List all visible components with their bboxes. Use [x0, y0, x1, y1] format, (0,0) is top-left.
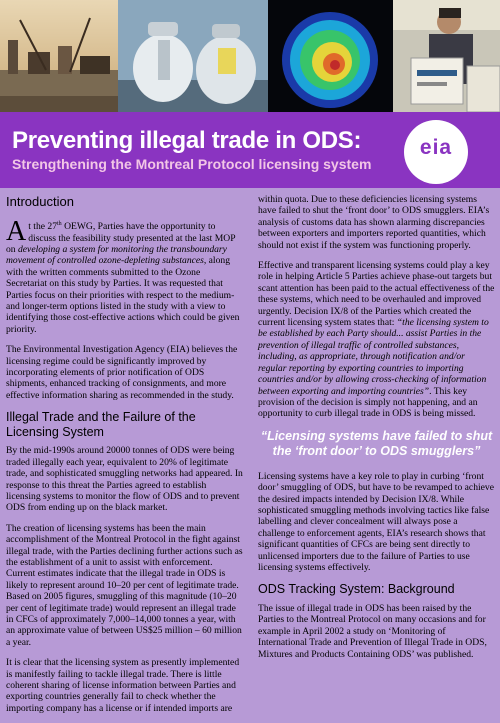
licensing-accomplishment-paragraph: The creation of licensing systems has been the main accomplishment of the Montreal Protocol in the fight against illegal trade, with the Parties declining further actions such as the establishment of a unit to assist with enforcement. Current estimates indicate that the illegal trade in ODS is likely to represent around 10–20 per cent of legitimate trade. Based on 2005 figures, smuggling of this magnitude (10–20 per cent of legitimate trade) would represent an illegal trade in CFCs of approximately 7,000–14,000 tonnes a year, with an approximate value of between US$25 million – 60 million a year.: [6, 522, 243, 648]
illegal-trade-heading: Illegal Trade and the Failure of the Licensing System: [6, 410, 196, 439]
decision-text-a: Effective and transparent licensing systems could play a key role in helping Article 5 Parties achieve phase-out targets but scant attention has been paid to the actual effectiveness of the these systems, which need to be overhauled and improved urgently. Decision IX/8 of the Parties which created the current licensing system states that:: [258, 260, 495, 329]
page-title: Preventing illegal trade in ODS:: [12, 127, 362, 154]
drop-cap: A: [6, 216, 27, 247]
logo-line-3: agency: [430, 170, 445, 176]
intro-text-italic: developing a system for monitoring the transboundary movement of controlled ozone-depleting substances: [6, 244, 227, 267]
decision-paragraph: [258, 260, 495, 420]
failure-paragraph: It is clear that the licensing system as presently implemented is manifestly failing to tackle illegal trade. There is little coherent sharing of license information between Parties and exporting countries generally fail to check whether the importing company has a license or if intended imports are: [6, 657, 240, 714]
photo-strip: [0, 0, 500, 112]
officer-with-boxes-photo: [393, 0, 500, 112]
logo-subtext: [430, 160, 458, 176]
intro-text-a: t the 27: [28, 221, 58, 233]
logo-line-2: investigation: [430, 165, 456, 171]
decision-quote-italic: “the licensing system to be established by each Party should... assist Parties in the prevention of illegal traffic of controlled substances, including, as appropriate, through notification and/or regular reporting by exporting countries to importing countries and/or by allowing cross-checking of information between exporting and importing countries”: [258, 317, 489, 397]
history-paragraph: By the mid-1990s around 20000 tonnes of ODS were being traded illegally each year, equivalent to 20% of legitimate trade, and sophisticated smuggling networks had appeared. In response to this threat the Parties agreed to establish licensing systems to monitor the flow of ODS and to prevent ODS from ending up on the black market.: [6, 445, 243, 514]
left-column: [6, 194, 243, 723]
introduction-heading: Introduction: [6, 194, 74, 209]
ordinal-suffix: th: [57, 221, 62, 227]
intro-paragraph: [6, 216, 243, 335]
refrigerant-cylinders-photo: [118, 0, 268, 112]
eia-paragraph: The Environmental Investigation Agency (EIA) believes the licensing regime could be significantly improved by incorporating elements of prior notification of ODS shipments, enhanced tracking of consignments, and more effective information sharing as recommended in the study.: [6, 344, 238, 401]
tracking-system-heading: ODS Tracking System: Background: [258, 582, 455, 597]
pull-quote: “Licensing systems have failed to shut the ‘front door’ to ODS smugglers”: [260, 428, 493, 458]
front-door-paragraph: Licensing systems have a key role to play in curbing ‘front door’ smuggling of ODS, but have to be revamped to achieve the desired impacts intended by Decision IX/8. While sophisticated smuggling methods involving tactics like false labelling and clever concealment will always pose a challenge to enforcement agents, EIA’s research shows that significant quantities of CFCs are being sent directly to unlicensed importers due to the failure of Parties to use licensing systems effectively.: [258, 470, 494, 573]
logo-mark: eia: [419, 136, 453, 159]
intro-text-b: OEWG, Parties have the opportunity to discuss the feasibility study presented at the last MOP on: [6, 221, 236, 255]
background-paragraph: The issue of illegal trade in ODS has been raised by the Parties to the Montreal Protocol on many occasions and for example in April 2002 a study on ‘Monitoring of International Trade and Prevention of Illegal Trade in ODS, Mixtures and Products Containing ODS’ was published.: [258, 602, 487, 660]
intro-text-c: , along with the written comments submitted to the Ozone Secretariat on this study by Parties. It was requested that Parties focus on their priorities with respect to the medium- and longer-term options listed in the study with a view to identifying those cost-effective actions which could be given priority.: [6, 255, 240, 335]
harbour-photo: [0, 0, 118, 112]
right-column: [258, 194, 495, 669]
decision-text-b: . This key provision of the decision is simply not happening, and an opportunity to curb illegal trade in ODS is being missed.: [258, 385, 478, 420]
logo-line-1: environmental: [430, 160, 459, 165]
page-subtitle: Strengthening the Montreal Protocol licensing system: [12, 156, 372, 172]
ozone-hole-globe-photo: [268, 0, 393, 112]
quota-paragraph: within quota. Due to these deficiencies licensing systems have failed to shut the ‘front door’ to ODS smugglers. EIA’s analysis of customs data has shown alarming discrepancies between exporters and importers reported quantities, which should not exist if the system was functioning properly.: [258, 194, 490, 251]
